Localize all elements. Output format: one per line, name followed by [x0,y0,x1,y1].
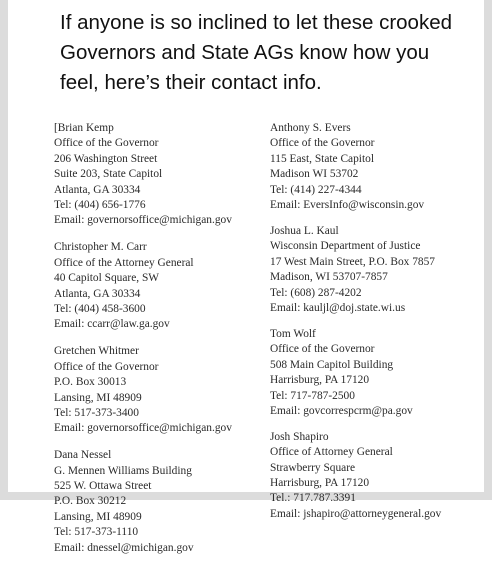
contact-entry [270,327,495,419]
contact-email: Email: ccarr@law.ga.gov [54,318,170,331]
contact-name: Tom Wolf [270,327,316,340]
contact-address: 40 Capitol Square, SW [54,272,160,285]
contact-address: 525 W. Ottawa Street [54,480,152,493]
contact-name: Dana Nessel [54,449,112,462]
contact-email: Email: EversInfo@wisconsin.gov [270,199,425,212]
headline-text: If anyone is so inclined to let these crooked Governors and State AGs know how you feel, here’s their contact info. [60,11,453,94]
contact-email: Email: governorsoffice@michigan.gov [54,214,232,227]
contact-name: Joshua L. Kaul [270,224,339,237]
contact-address: 508 Main Capitol Building [270,358,394,371]
contact-email: Email: kauljl@doj.state.wi.us [270,301,406,314]
contact-name: Anthony S. Evers [270,122,351,134]
contact-office: Office of the Governor [270,343,375,356]
contact-address: P.O. Box 30013 [54,376,127,389]
contact-address: 17 West Main Street, P.O. Box 7857 [270,255,435,268]
contact-office: Office of the Governor [270,137,375,150]
contact-city: Atlanta, GA 30334 [54,183,141,196]
contact-email: Email: dnessel@michigan.gov [54,541,194,554]
contact-phone: Tel: (404) 458-3600 [54,302,146,315]
contact-city: Harrisburg, PA 17120 [270,477,370,490]
contact-entry [54,344,254,436]
contact-phone: Tel: 517-373-1110 [54,526,139,539]
contact-name: Josh Shapiro [270,430,329,443]
contact-phone: Tel: 517-373-3400 [54,406,139,419]
contact-entry [54,121,254,229]
contact-name: [Brian Kemp [54,122,114,134]
contact-city: Lansing, MI 48909 [54,510,142,523]
contact-entry [270,224,495,316]
contact-address: Strawberry Square [270,461,356,474]
contact-city: Lansing, MI 48909 [54,391,142,404]
contact-name: Gretchen Whitmer [54,345,139,358]
contact-office: Office of the Attorney General [54,256,194,269]
contact-email: Email: governorsoffice@michigan.gov [54,422,232,435]
contact-city: Harrisburg, PA 17120 [270,374,370,387]
contacts-column-left [54,121,254,568]
contact-address: 115 East, State Capitol [270,152,374,165]
contact-phone: Tel: (608) 287-4202 [270,286,362,299]
contact-entry [54,240,254,332]
contact-address: Suite 203, State Capitol [54,168,163,181]
contact-city: Madison WI 53702 [270,168,359,181]
contact-city: Atlanta, GA 30334 [54,287,141,300]
contact-name: Christopher M. Carr [54,241,147,254]
contact-phone: Tel: (414) 227-4344 [270,183,362,196]
contact-phone: Tel: (404) 656-1776 [54,199,146,212]
contact-entry [270,121,495,213]
contact-office: Wisconsin Department of Justice [270,240,421,253]
contact-email: Email: govcorrespcrm@pa.gov [270,404,413,417]
contact-phone: Tel: 717-787-2500 [270,389,355,402]
contact-entry [54,448,254,556]
contacts-column-right [270,121,495,533]
contact-office: Office of the Governor [54,360,159,373]
contact-office: Office of the Governor [54,137,159,150]
contact-city: Madison, WI 53707-7857 [270,271,388,284]
contact-email: Email: jshapiro@attorneygeneral.gov [270,507,442,520]
contact-office: G. Mennen Williams Building [54,464,192,477]
contact-address: 206 Washington Street [54,152,158,165]
contact-address: P.O. Box 30212 [54,495,127,508]
contact-entry [270,430,495,522]
contact-office: Office of Attorney General [270,446,393,459]
contact-phone: Tel.: 717.787.3391 [270,492,356,505]
